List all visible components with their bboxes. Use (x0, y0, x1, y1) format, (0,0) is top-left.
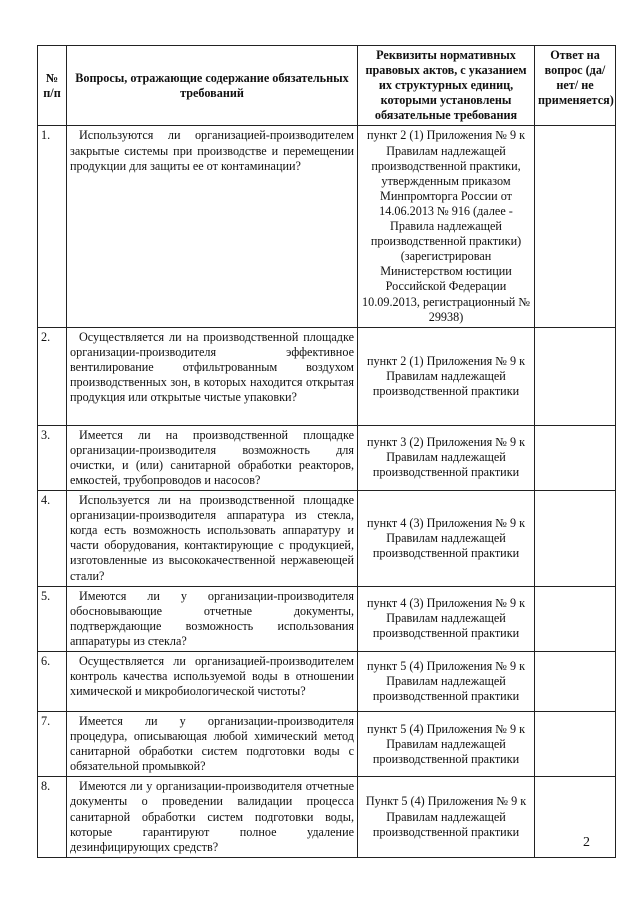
header-question: Вопросы, отражающие содержание обязательных требований (67, 46, 358, 126)
table-row (38, 327, 616, 425)
row-question: Используется ли на производственной площадке организации-производителя аппаратура из стекла, когда есть возможность использовать аппаратуру и части оборудования, контактирующие с продукцией, изготовленные из высококачественной нержавеющей стали? (67, 491, 358, 587)
row-reference: пункт 5 (4) Приложения № 9 к Правилам надлежащей производственной практики (358, 652, 535, 712)
header-reference: Реквизиты нормативных правовых актов, с указанием их структурных единиц, которыми установлены обязательные требования (358, 46, 535, 126)
table-row (38, 652, 616, 712)
row-number: 7. (38, 712, 67, 777)
table-row (38, 777, 616, 857)
row-number: 5. (38, 586, 67, 651)
header-num: № п/п (38, 46, 67, 126)
header-answer: Ответ на вопрос (да/нет/ не применяется) (535, 46, 616, 126)
row-reference: Пункт 5 (4) Приложения № 9 к Правилам надлежащей производственной практики (358, 777, 535, 857)
row-number: 8. (38, 777, 67, 857)
row-answer-cell[interactable] (535, 586, 616, 651)
row-question: Имеются ли у организации-производителя обосновывающие отчетные документы, подтверждающие возможность использования аппаратуры из стекла? (67, 586, 358, 651)
requirements-table (37, 45, 616, 858)
row-answer-cell[interactable] (535, 712, 616, 777)
row-reference: пункт 4 (3) Приложения № 9 к Правилам надлежащей производственной практики (358, 491, 535, 587)
row-question: Имеются ли у организации-производителя отчетные документы о проведении валидации процесса санитарной обработки систем подготовки воды, которые гарантируют полное удаление дезинфицирующих средств? (67, 777, 358, 857)
row-reference: пункт 3 (2) Приложения № 9 к Правилам надлежащей производственной практики (358, 425, 535, 490)
row-number: 1. (38, 126, 67, 327)
row-question: Используются ли организацией-производителем закрытые системы при производстве и перемещении продукции для защиты ее от контаминации? (67, 126, 358, 327)
row-answer-cell[interactable] (535, 777, 616, 857)
table-row (38, 586, 616, 651)
row-answer-cell[interactable] (535, 126, 616, 327)
table-row (38, 712, 616, 777)
row-question: Имеется ли на производственной площадке организации-производителя возможность для очистки, и (или) санитарной обработки реакторов, емкостей, трубопроводов и насосов? (67, 425, 358, 490)
row-reference: пункт 5 (4) Приложения № 9 к Правилам надлежащей производственной практики (358, 712, 535, 777)
row-question: Осуществляется ли на производственной площадке организации-производителя эффективное вентилирование отфильтрованным воздухом производственных зон, в которых находится открытая продукция или открытые чистые упаковки? (67, 327, 358, 425)
row-question: Осуществляется ли организацией-производителем контроль качества используемой воды в отношении химической и микробиологической чистоты? (67, 652, 358, 712)
row-number: 4. (38, 491, 67, 587)
table-row (38, 126, 616, 327)
row-answer-cell[interactable] (535, 491, 616, 587)
row-reference: пункт 2 (1) Приложения № 9 к Правилам надлежащей производственной практики, утвержденным приказом Минпромторга России от 14.06.2013 № 916 (далее - Правила надлежащей производственной практики) (зарегистрирован Министерством юстиции Российской Федерации 10.09.2013, регистрационный № 29938) (358, 126, 535, 327)
row-answer-cell[interactable] (535, 425, 616, 490)
row-reference: пункт 2 (1) Приложения № 9 к Правилам надлежащей производственной практики (358, 327, 535, 425)
table-header-row (38, 46, 616, 126)
row-question: Имеется ли у организации-производителя процедура, описывающая любой химический метод санитарной обработки систем подготовки воды с обязательной промывкой? (67, 712, 358, 777)
page-number: 2 (583, 835, 590, 850)
row-answer-cell[interactable] (535, 652, 616, 712)
table-row (38, 425, 616, 490)
table-row (38, 491, 616, 587)
row-number: 3. (38, 425, 67, 490)
row-number: 6. (38, 652, 67, 712)
row-answer-cell[interactable] (535, 327, 616, 425)
row-reference: пункт 4 (3) Приложения № 9 к Правилам надлежащей производственной практики (358, 586, 535, 651)
row-number: 2. (38, 327, 67, 425)
